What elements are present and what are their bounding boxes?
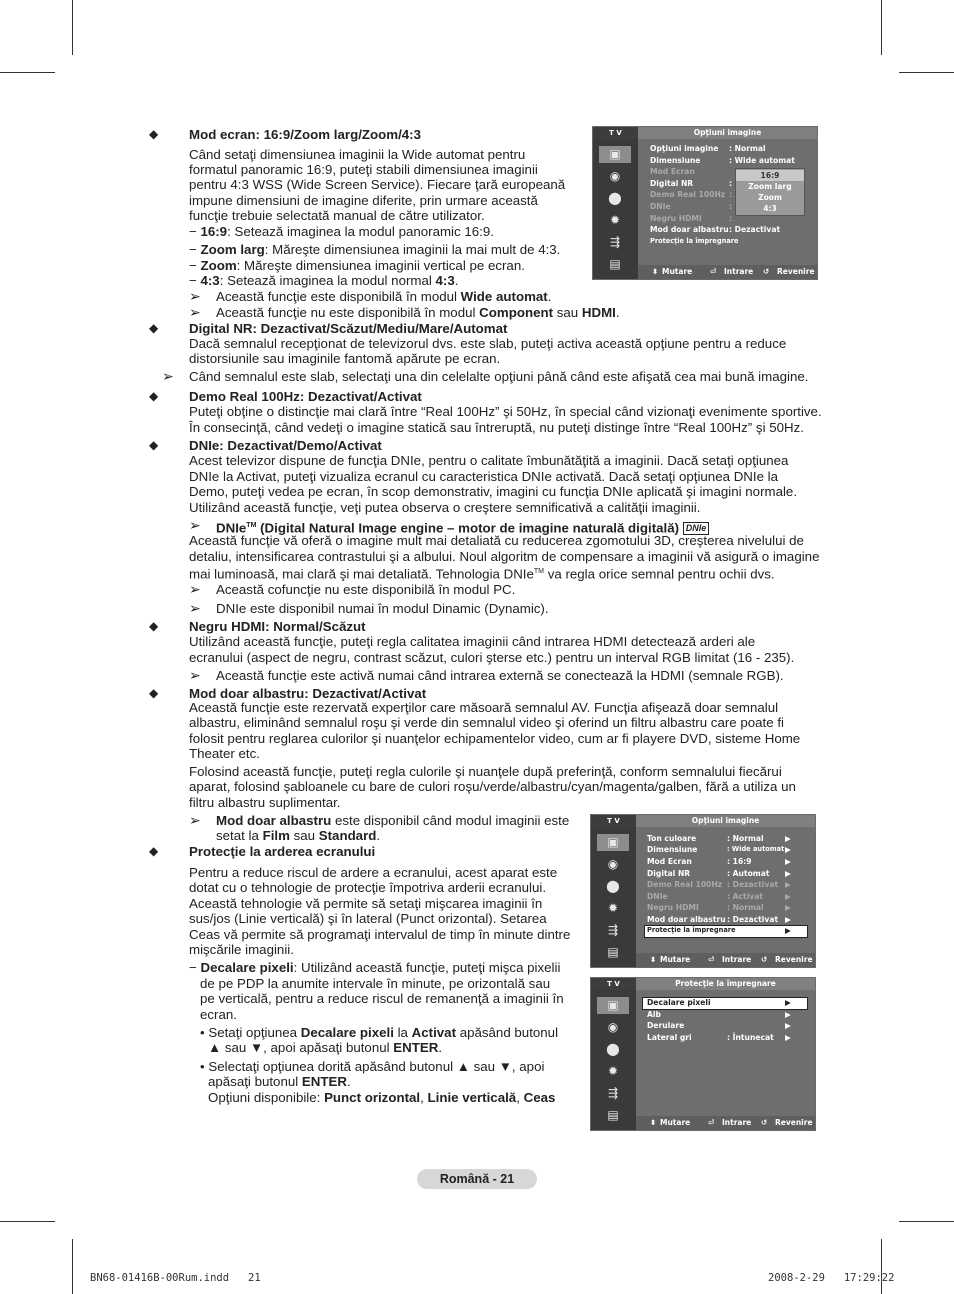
row-label: Decalare pixeli	[647, 998, 711, 1007]
input-icon[interactable]: ⇶	[609, 235, 621, 249]
heading-digital-nr: Digital NR: Dezactivat/Scăzut/Mediu/Mare/Automat	[189, 321, 508, 336]
crop-mark	[72, 1239, 73, 1294]
chevron-right-icon: ▶	[785, 834, 791, 843]
picture-icon[interactable]: ▣	[597, 834, 629, 851]
row-label: Ton culoare	[647, 834, 697, 843]
para-line: ecranului (aspect de negru, contrast scăzut, culori şterse etc.) pentru un interval RGB limitat (16 - 235).	[189, 650, 795, 665]
note-arrow-icon: ➢	[189, 288, 201, 304]
para-line: ecran.	[200, 1007, 237, 1022]
para-line: funcţie trebuie selectată manual de către utilizator.	[189, 208, 485, 223]
menu-row-demo[interactable]	[650, 189, 725, 200]
bullet-diamond: ◆	[149, 389, 159, 403]
para-line: Pentru a reduce riscul de ardere a ecranului, acest aparat este	[189, 865, 558, 880]
step-2: • Selectaţi opţiunea dorită apăsând butonul ▲ sau ▼, apoi	[200, 1059, 545, 1074]
note-arrow-icon: ➢	[189, 581, 201, 597]
chevron-right-icon: ▶	[785, 926, 791, 935]
row-label: Demo Real 100Hz	[647, 880, 723, 889]
option-text: : Setează imaginea la modul normal	[219, 273, 436, 288]
step-bold: ENTER	[301, 1074, 347, 1089]
menu-row-dnie[interactable]	[647, 891, 668, 902]
crop-mark	[881, 0, 882, 55]
page-number-label: Română - 21	[417, 1169, 537, 1189]
note-arrow-icon: ➢	[189, 304, 201, 320]
osd-footer	[636, 953, 815, 967]
crop-mark	[899, 1221, 954, 1222]
dnie-logo-icon: DNIe	[683, 522, 710, 535]
osd-sidebar	[591, 990, 636, 1130]
para-line: pe verticală, pentru a reduce riscul de remanenţă a imaginii în	[200, 991, 564, 1006]
application-icon[interactable]: ▤	[609, 257, 621, 271]
menu-row-color-tone[interactable]	[647, 833, 696, 844]
step-text: .	[438, 1040, 443, 1055]
menu-row-value: : Wide automat	[727, 845, 785, 853]
osd-menu-body	[638, 139, 817, 265]
bullet-diamond: ◆	[149, 619, 159, 633]
para-line: Această tehnologie vă permite să setaţi mişcarea imaginii în	[189, 896, 543, 911]
return-icon: ↺	[761, 955, 768, 964]
chevron-right-icon: ▶	[785, 998, 791, 1007]
chevron-right-icon: ▶	[785, 880, 791, 889]
step-bold: Punct orizontal	[324, 1090, 421, 1105]
menu-row-value: : Activat	[727, 892, 763, 901]
osd-menu-body	[636, 827, 815, 953]
option-4-3: − 4:3: Setează imaginea la modul normal 4:3.	[189, 273, 459, 288]
option-label: 4:3	[200, 273, 220, 288]
note-text: .	[547, 289, 552, 304]
sound-icon[interactable]: ◉	[607, 1020, 619, 1034]
footer-enter: Intrare	[722, 1118, 752, 1127]
row-label: Mod doar albastru	[647, 915, 726, 924]
menu-row-value: :	[729, 202, 733, 211]
para-text: va regla orice semnal pentru ochii dvs.	[544, 566, 775, 582]
para-line: Folosind această funcţie, puteţi regla culorile şi nuanţele după preferinţă, conform semnalului fiecărui	[189, 764, 782, 779]
step-bold: Activat	[411, 1025, 456, 1040]
menu-row-value: : Normal	[727, 903, 764, 912]
osd-footer	[638, 265, 817, 279]
osd-tv-label: T V	[591, 815, 636, 827]
note-text: Această funcţie este disponibilă în modul	[216, 289, 461, 304]
menu-row-digital-nr[interactable]	[647, 868, 690, 879]
menu-row-scroll[interactable]	[647, 1020, 684, 1031]
option-text: : Utilizând această funcţie, puteţi mişca pixelii	[293, 960, 561, 975]
note-text: .	[615, 305, 620, 320]
bullet-diamond: ◆	[149, 321, 159, 335]
para-line: filtru albastru suplimentar.	[189, 795, 341, 810]
row-label: Negru HDMI	[650, 214, 702, 223]
dropdown-option-zoom[interactable]: Zoom	[758, 193, 782, 202]
menu-row-blue-only[interactable]	[647, 914, 726, 925]
para-line: impune dimensiuni de imagine diferite, prin urmare această	[189, 193, 538, 208]
footer-return: Revenire	[775, 1118, 813, 1127]
heading-protectie: Protecţie la arderea ecranului	[189, 844, 376, 859]
return-icon: ↺	[761, 1118, 768, 1127]
option-zoom: − Zoom: Măreşte dimensiunea imaginii vertical pe ecran.	[189, 258, 525, 273]
option-label: 4:3	[435, 273, 455, 288]
dropdown-option-zoom-larg[interactable]: Zoom larg	[748, 182, 792, 191]
move-icon: ⬍	[650, 1118, 657, 1127]
menu-row-negru-hdmi[interactable]	[650, 213, 702, 224]
note-bold: Mod doar albastru	[216, 813, 332, 828]
menu-row-picture-mode[interactable]	[650, 143, 718, 154]
move-icon: ⬍	[652, 267, 659, 276]
setup-icon[interactable]: ✹	[607, 1064, 619, 1078]
menu-row-burn-protection[interactable]	[650, 236, 739, 247]
menu-row-value: : Dezactivat	[729, 225, 781, 234]
note-bold: HDMI	[581, 305, 616, 320]
enter-icon: ⏎	[708, 1118, 715, 1127]
input-icon[interactable]: ⇶	[607, 923, 619, 937]
menu-row-pixel-shift[interactable]	[647, 997, 711, 1008]
return-icon: ↺	[763, 267, 770, 276]
note-pc: Această cofuncţie nu este disponibilă în modul PC.	[216, 582, 516, 597]
menu-row-size[interactable]	[647, 844, 697, 855]
trademark-mark: TM	[246, 522, 257, 529]
note-text: sau	[289, 828, 319, 843]
menu-row-value: : Wide automat	[729, 156, 795, 165]
para-line: În consecinţă, când vedeţi o imagine statică sau întreruptă, nu puteţi distinge între “Real 100Hz” şi 50Hz.	[189, 420, 804, 435]
crop-mark	[0, 1221, 55, 1222]
footer-enter: Intrare	[724, 267, 754, 276]
menu-row-size[interactable]	[650, 155, 700, 166]
picture-icon[interactable]: ▣	[599, 146, 631, 163]
menu-row-blue-only[interactable]	[650, 224, 729, 235]
step-bold: Decalare pixeli	[300, 1025, 394, 1040]
para-line: de pe PDP la anumite intervale în minute, pe orizontală sau	[200, 976, 551, 991]
note-component-hdmi	[216, 305, 620, 321]
heading-negru-hdmi: Negru HDMI: Normal/Scăzut	[189, 619, 366, 634]
step-text: ,	[420, 1090, 428, 1105]
sound-icon[interactable]: ◉	[607, 857, 619, 871]
enter-icon: ⏎	[708, 955, 715, 964]
row-label: Mod Ecran	[647, 857, 692, 866]
menu-row-value: : Normal	[727, 834, 764, 843]
para-line: Acest televizor dispune de funcţia DNIe, pentru o calitate îmbunătăţită a imaginii. Dacă setaţi opţiunea	[189, 453, 789, 468]
heading-mod-ecran: Mod ecran: 16:9/Zoom larg/Zoom/4:3	[189, 127, 421, 142]
row-label: Protecţie la împregnare	[647, 926, 736, 934]
channel-icon[interactable]: ⬤	[606, 879, 620, 893]
menu-row-value: : Automat	[727, 869, 770, 878]
trademark-mark: TM	[533, 568, 545, 575]
option-decalare-pixeli: − Decalare pixeli: Utilizând această funcţie, puteţi mişca pixelii	[189, 960, 561, 975]
footer-file-info: BN68-01416B-00Rum.indd 21	[90, 1272, 261, 1284]
note-bold: Standard	[318, 828, 377, 843]
row-label: Opţiuni imagine	[650, 144, 719, 153]
note-albastru	[216, 813, 569, 829]
heading-dnie: DNIe: Dezactivat/Demo/Activat	[189, 438, 382, 453]
picture-icon[interactable]: ▣	[597, 997, 629, 1014]
menu-row-value: : Dezactivat	[727, 880, 779, 889]
footer-move: Mutare	[662, 267, 693, 276]
option-16-9: − 16:9: Setează imaginea la modul panoramic 16:9.	[189, 224, 494, 239]
menu-row-value: :	[729, 179, 733, 188]
note-arrow-icon: ➢	[189, 517, 201, 533]
note-arrow-icon: ➢	[162, 368, 174, 384]
sound-icon[interactable]: ◉	[609, 169, 621, 183]
osd-tv-label: T V	[593, 127, 638, 139]
note-bold: Component	[479, 305, 554, 320]
para-line: Puteţi obţine o distincţie mai clară între “Real 100Hz” şi 50Hz, în special când vizionaţi evenimente sportive.	[189, 404, 822, 419]
note-arrow-icon: ➢	[189, 667, 201, 683]
para-line: albastru, eliminând semnalul roşu şi verde din semnalul video şi oferind un filtru albastru care poate fi	[189, 715, 784, 730]
footer-return: Revenire	[777, 267, 815, 276]
para-line: Când setaţi dimensiunea imaginii la Wide automat pentru	[189, 147, 526, 162]
footer-timestamp: 2008-2-29 17:29:22	[768, 1272, 895, 1284]
row-label: Mod doar albastru	[650, 225, 729, 234]
osd-burn-protection	[590, 977, 816, 1131]
channel-icon[interactable]: ⬤	[608, 191, 622, 205]
para-text: mai luminoasă, mai clară şi mai detaliată. Tehnologia DNIe	[189, 566, 534, 582]
chevron-right-icon: ▶	[785, 915, 791, 924]
note-albastru-line2	[216, 828, 380, 844]
para-line: DNIe la Activat, puteţi vizualiza ecranul cu caracteristica DNIe activată. Dacă setaţi opţiunea DNIe la	[189, 469, 779, 484]
para-line: dotat cu o tehnologie de protecţie împotriva arderii ecranului.	[189, 880, 547, 895]
osd-tv-label: T V	[591, 978, 636, 990]
menu-row-burn-protection[interactable]	[647, 925, 736, 936]
step-bold: Ceas	[523, 1090, 556, 1105]
option-label: Decalare pixeli	[200, 960, 294, 975]
option-label: Zoom	[200, 258, 237, 273]
row-label: Demo Real 100Hz	[650, 190, 726, 199]
step-text: apăsaţi butonul	[208, 1074, 302, 1089]
row-label: Alb	[647, 1010, 661, 1019]
bullet-diamond: ◆	[149, 686, 159, 700]
row-label: Dimensiune	[650, 156, 701, 165]
footer-return: Revenire	[775, 955, 813, 964]
step-text: la	[393, 1025, 412, 1040]
note-arrow-icon: ➢	[189, 812, 201, 828]
menu-row-white[interactable]	[647, 1009, 661, 1020]
step-text: .	[346, 1074, 351, 1089]
move-icon: ⬍	[650, 955, 657, 964]
para-line: Utilizând această funcţie, veţi putea observa o creştere semnificativă a calităţii imaginii.	[189, 500, 701, 515]
bullet-diamond: ◆	[149, 127, 159, 141]
step-2-options	[208, 1090, 555, 1106]
note-text: setat la	[216, 828, 263, 843]
step-bold: ENTER	[393, 1040, 439, 1055]
option-label: Zoom larg	[200, 242, 265, 257]
para-line: Theater etc.	[189, 746, 260, 761]
footer-move: Mutare	[660, 1118, 691, 1127]
dropdown-option-4-3[interactable]: 4:3	[763, 204, 777, 213]
option-zoom-larg: − Zoom larg: Măreşte dimensiunea imaginii la mai mult de 4:3.	[189, 242, 561, 257]
heading-demo-real-100hz: Demo Real 100Hz: Dezactivat/Activat	[189, 389, 422, 404]
chevron-right-icon: ▶	[785, 903, 791, 912]
application-icon[interactable]: ▤	[607, 945, 619, 959]
option-text: : Setează imaginea la modul panoramic 16:9.	[227, 224, 494, 239]
note-text: este disponibil când modul imaginii este	[331, 813, 570, 828]
footer-move: Mutare	[660, 955, 691, 964]
menu-row-value: : Normal	[729, 144, 766, 153]
row-label: Digital NR	[650, 179, 694, 188]
option-text: .	[454, 273, 459, 288]
crop-mark	[881, 1239, 882, 1294]
dropdown-option-16-9[interactable]: 16:9	[736, 170, 804, 181]
menu-row-value: :	[729, 214, 733, 223]
note-bold: Wide automat	[460, 289, 548, 304]
row-label: Protecţie la împregnare	[650, 237, 739, 245]
row-label: DNIe	[650, 202, 671, 211]
step-text: Opţiuni disponibile:	[208, 1090, 325, 1105]
step-text: ,	[516, 1090, 524, 1105]
row-label: Mod Ecran	[650, 167, 695, 176]
note-dynamic: DNIe este disponibil numai în modul Dinamic (Dynamic).	[216, 601, 549, 616]
para-line: formatul panoramic 16:9, puteţi stabili dimensiunea imaginii	[189, 162, 538, 177]
option-label: 16:9	[200, 224, 228, 239]
chevron-right-icon: ▶	[785, 1021, 791, 1030]
step-bold: Linie verticală	[427, 1090, 517, 1105]
chevron-right-icon: ▶	[785, 1010, 791, 1019]
step-1	[200, 1025, 558, 1041]
note-wide-automat	[216, 289, 551, 305]
osd-footer	[636, 1116, 815, 1130]
para-line: Demo, puteţi vedea pe ecran, în scop demonstrativ, imagini cu funcţia DNIe aplicată şi imagini normale.	[189, 484, 798, 499]
option-text: : Măreşte dimensiunea imaginii vertical pe ecran.	[236, 258, 525, 273]
dnie-label: DNIe	[216, 520, 247, 536]
para-line: folosit pentru reglarea culorilor şi nuanţelor echipamentelor video, cum ar fi playere DVD, sisteme Home	[189, 731, 801, 746]
screen-mode-dropdown[interactable]	[735, 168, 805, 216]
step-text: ▲ sau ▼, apoi apăsaţi butonul	[208, 1040, 394, 1055]
menu-row-negru-hdmi[interactable]	[647, 902, 699, 913]
osd-picture-options-screen-mode	[592, 126, 818, 280]
note-weak-signal: Când semnalul este slab, selectaţi una din celelalte opţiuni până când este afişată cea mai bună imagine.	[189, 369, 809, 384]
chevron-right-icon: ▶	[785, 857, 791, 866]
step-2-line2	[208, 1074, 351, 1090]
row-label: Digital NR	[647, 869, 691, 878]
note-text: .	[376, 828, 381, 843]
para-line: sus/jos (Linie verticală) şi în lateral (Punct orizontal). Setarea	[189, 911, 547, 926]
menu-row-side-gray[interactable]	[647, 1032, 692, 1043]
chevron-right-icon: ▶	[785, 869, 791, 878]
row-label: Negru HDMI	[647, 903, 699, 912]
menu-row-value: :	[729, 190, 733, 199]
osd-menu-body	[636, 990, 815, 1116]
heading-mod-doar-albastru: Mod doar albastru: Dezactivat/Activat	[189, 686, 427, 701]
crop-mark	[72, 0, 73, 55]
step-text: apăsând butonul	[456, 1025, 559, 1040]
menu-row-screen-mode[interactable]	[650, 166, 695, 177]
para-line: Dacă semnalul recepţionat de televizorul dvs. este slab, puteţi activa această opţiune pentru a reduce	[189, 336, 787, 351]
setup-icon[interactable]: ✹	[607, 901, 619, 915]
setup-icon[interactable]: ✹	[609, 213, 621, 227]
enter-icon: ⏎	[710, 267, 717, 276]
osd-picture-options	[590, 814, 816, 968]
para-line: Această funcţie este rezervată experţilor care măsoară semnalul AV. Funcţia afişează doar semnalul	[189, 700, 779, 715]
chevron-right-icon: ▶	[785, 892, 791, 901]
note-text: Această funcţie nu este disponibilă în modul	[216, 305, 480, 320]
application-icon[interactable]: ▤	[607, 1108, 619, 1122]
note-text: sau	[553, 305, 582, 320]
footer-enter: Intrare	[722, 955, 752, 964]
row-label: Derulare	[647, 1021, 685, 1030]
menu-row-value: : Întunecat	[727, 1033, 774, 1042]
note-hdmi-rgb: Această funcţie este activă numai când intrarea externă se conectează la HDMI (semnale RGB).	[216, 668, 784, 683]
bullet-diamond: ◆	[149, 438, 159, 452]
step-text: • Setaţi opţiunea	[200, 1025, 301, 1040]
chevron-right-icon: ▶	[785, 1033, 791, 1042]
menu-row-value: : 16:9	[727, 857, 752, 866]
para-line	[189, 564, 775, 582]
osd-sidebar	[591, 827, 636, 967]
para-line: Ceas vă permite să programaţi intervalul de timp în minute dintre	[189, 927, 571, 942]
bullet-diamond: ◆	[149, 844, 159, 858]
crop-mark	[0, 72, 55, 73]
para-line: Utilizând această funcţie, puteţi regla calitatea imaginii când intrarea HDMI detectează arderi ale	[189, 634, 756, 649]
para-line: pentru 4:3 WSS (Wide Screen Service). Fiecare ţară europeană	[189, 177, 566, 192]
menu-row-digital-nr[interactable]	[650, 178, 693, 189]
menu-row-value: : Dezactivat	[727, 915, 779, 924]
osd-title: Opţiuni imagine	[636, 815, 815, 827]
osd-title: Opţiuni imagine	[638, 127, 817, 139]
row-label: Lateral gri	[647, 1033, 692, 1042]
crop-mark	[899, 72, 954, 73]
menu-row-screen-mode[interactable]	[647, 856, 692, 867]
channel-icon[interactable]: ⬤	[606, 1042, 620, 1056]
menu-row-demo[interactable]	[647, 879, 722, 890]
para-line: distorsiunile sau imaginile fantomă apărute pe ecran.	[189, 351, 501, 366]
dnie-description: (Digital Natural Image engine – motor de imagine naturală digitală)	[256, 520, 680, 536]
row-label: Dimensiune	[647, 845, 698, 854]
para-line: detaliu, intensificarea contrastului şi a albului. Noul algoritm de compensare a imaginii vă asigură o imagine	[189, 549, 820, 564]
osd-title: Protecţie la împregnare	[636, 978, 815, 990]
input-icon[interactable]: ⇶	[607, 1086, 619, 1100]
osd-sidebar	[593, 139, 638, 279]
chevron-right-icon: ▶	[785, 845, 791, 854]
row-label: DNIe	[647, 892, 668, 901]
step-1-line2	[208, 1040, 442, 1056]
note-bold: Film	[262, 828, 290, 843]
para-line: aparat, folosind şabloanele cu bare de culori roşu/verde/albastru/cyan/magenta/galben, fără a utiliza un	[189, 779, 796, 794]
option-text: : Măreşte dimensiunea imaginii la mai mult de 4:3.	[264, 242, 561, 257]
para-line: Această funcţie vă oferă o imagine mult mai detaliată cu reducerea zgomotului 3D, creşterea nivelului de	[189, 533, 804, 548]
para-line: mişcările imaginii.	[189, 942, 294, 957]
menu-row-dnie[interactable]	[650, 201, 671, 212]
note-arrow-icon: ➢	[189, 600, 201, 616]
